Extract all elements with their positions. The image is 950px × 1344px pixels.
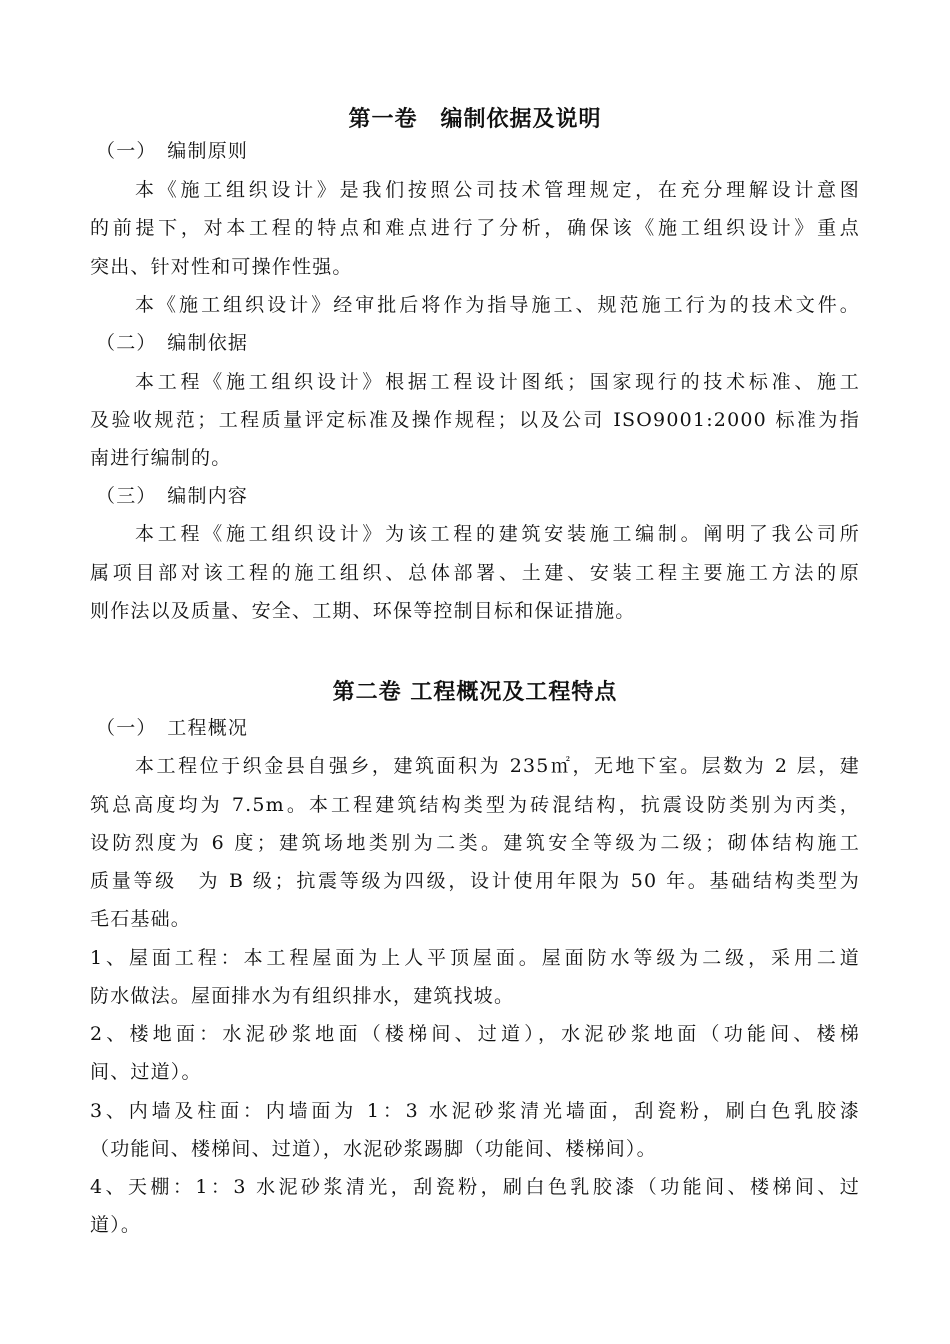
paragraph-line: 则作法以及质量、安全、工期、环保等控制目标和保证措施。	[90, 600, 636, 622]
volume-1-title: 第一卷 编制依据及说明	[348, 107, 602, 132]
paragraph-line: 本工程《施工组织设计》根据工程设计图纸；国家现行的技术标准、施工	[135, 371, 860, 393]
list-item-roof-cont: 防水做法。屋面排水为有组织排水，建筑找坡。	[90, 985, 515, 1007]
paragraph-line: 本《施工组织设计》经审批后将作为指导施工、规范施工行为的技术文件。	[135, 294, 860, 316]
list-item-floor: 2、楼地面：水泥砂浆地面（楼梯间、过道），水泥砂浆地面（功能间、楼梯	[90, 1023, 860, 1045]
section-heading-basis: （二） 编制依据	[96, 332, 249, 354]
paragraph-line: 属项目部对该工程的施工组织、总体部署、土建、安装工程主要施工方法的原	[90, 562, 860, 584]
paragraph-line: 的前提下，对本工程的特点和难点进行了分析，确保该《施工组织设计》重点	[90, 217, 860, 239]
paragraph-line: 质量等级 为 B 级；抗震等级为四级，设计使用年限为 50 年。基础结构类型为	[90, 870, 860, 892]
paragraph-line: 设防烈度为 6 度；建筑场地类别为二类。建筑安全等级为二级；砌体结构施工	[90, 832, 860, 854]
section-heading-content: （三） 编制内容	[96, 485, 249, 507]
list-item-floor-cont: 间、过道）。	[90, 1061, 202, 1083]
section-heading-principles: （一） 编制原则	[96, 140, 249, 162]
paragraph-line: 及验收规范；工程质量评定标准及操作规程；以及公司 ISO9001:2000 标准为指	[90, 409, 860, 431]
list-item-interior-wall-cont: （功能间、楼梯间、过道），水泥砂浆踢脚（功能间、楼梯间）。	[90, 1138, 657, 1160]
paragraph-line: 本工程位于织金县自强乡，建筑面积为 235㎡，无地下室。层数为 2 层，建	[135, 755, 860, 777]
list-item-ceiling: 4、天棚：1：3 水泥砂浆清光，刮瓷粉，刷白色乳胶漆（功能间、楼梯间、过	[90, 1176, 860, 1198]
volume-2-title: 第二卷 工程概况及工程特点	[332, 680, 618, 705]
list-item-interior-wall: 3、内墙及柱面：内墙面为 1：3 水泥砂浆清光墙面，刮瓷粉，刷白色乳胶漆	[90, 1100, 860, 1122]
paragraph-line: 本《施工组织设计》是我们按照公司技术管理规定，在充分理解设计意图	[135, 179, 860, 201]
paragraph-line: 本工程《施工组织设计》为该工程的建筑安装施工编制。阐明了我公司所	[135, 523, 860, 545]
section-heading-overview: （一） 工程概况	[96, 717, 249, 739]
list-item-ceiling-cont: 道）。	[90, 1214, 142, 1236]
paragraph-line: 突出、针对性和可操作性强。	[90, 256, 353, 278]
list-item-roof: 1、屋面工程：本工程屋面为上人平顶屋面。屋面防水等级为二级，采用二道	[90, 947, 860, 969]
paragraph-line: 南进行编制的。	[90, 447, 232, 469]
paragraph-line: 筑总高度均为 7.5m。本工程建筑结构类型为砖混结构，抗震设防类别为丙类，	[90, 794, 860, 816]
paragraph-line: 毛石基础。	[90, 908, 192, 930]
